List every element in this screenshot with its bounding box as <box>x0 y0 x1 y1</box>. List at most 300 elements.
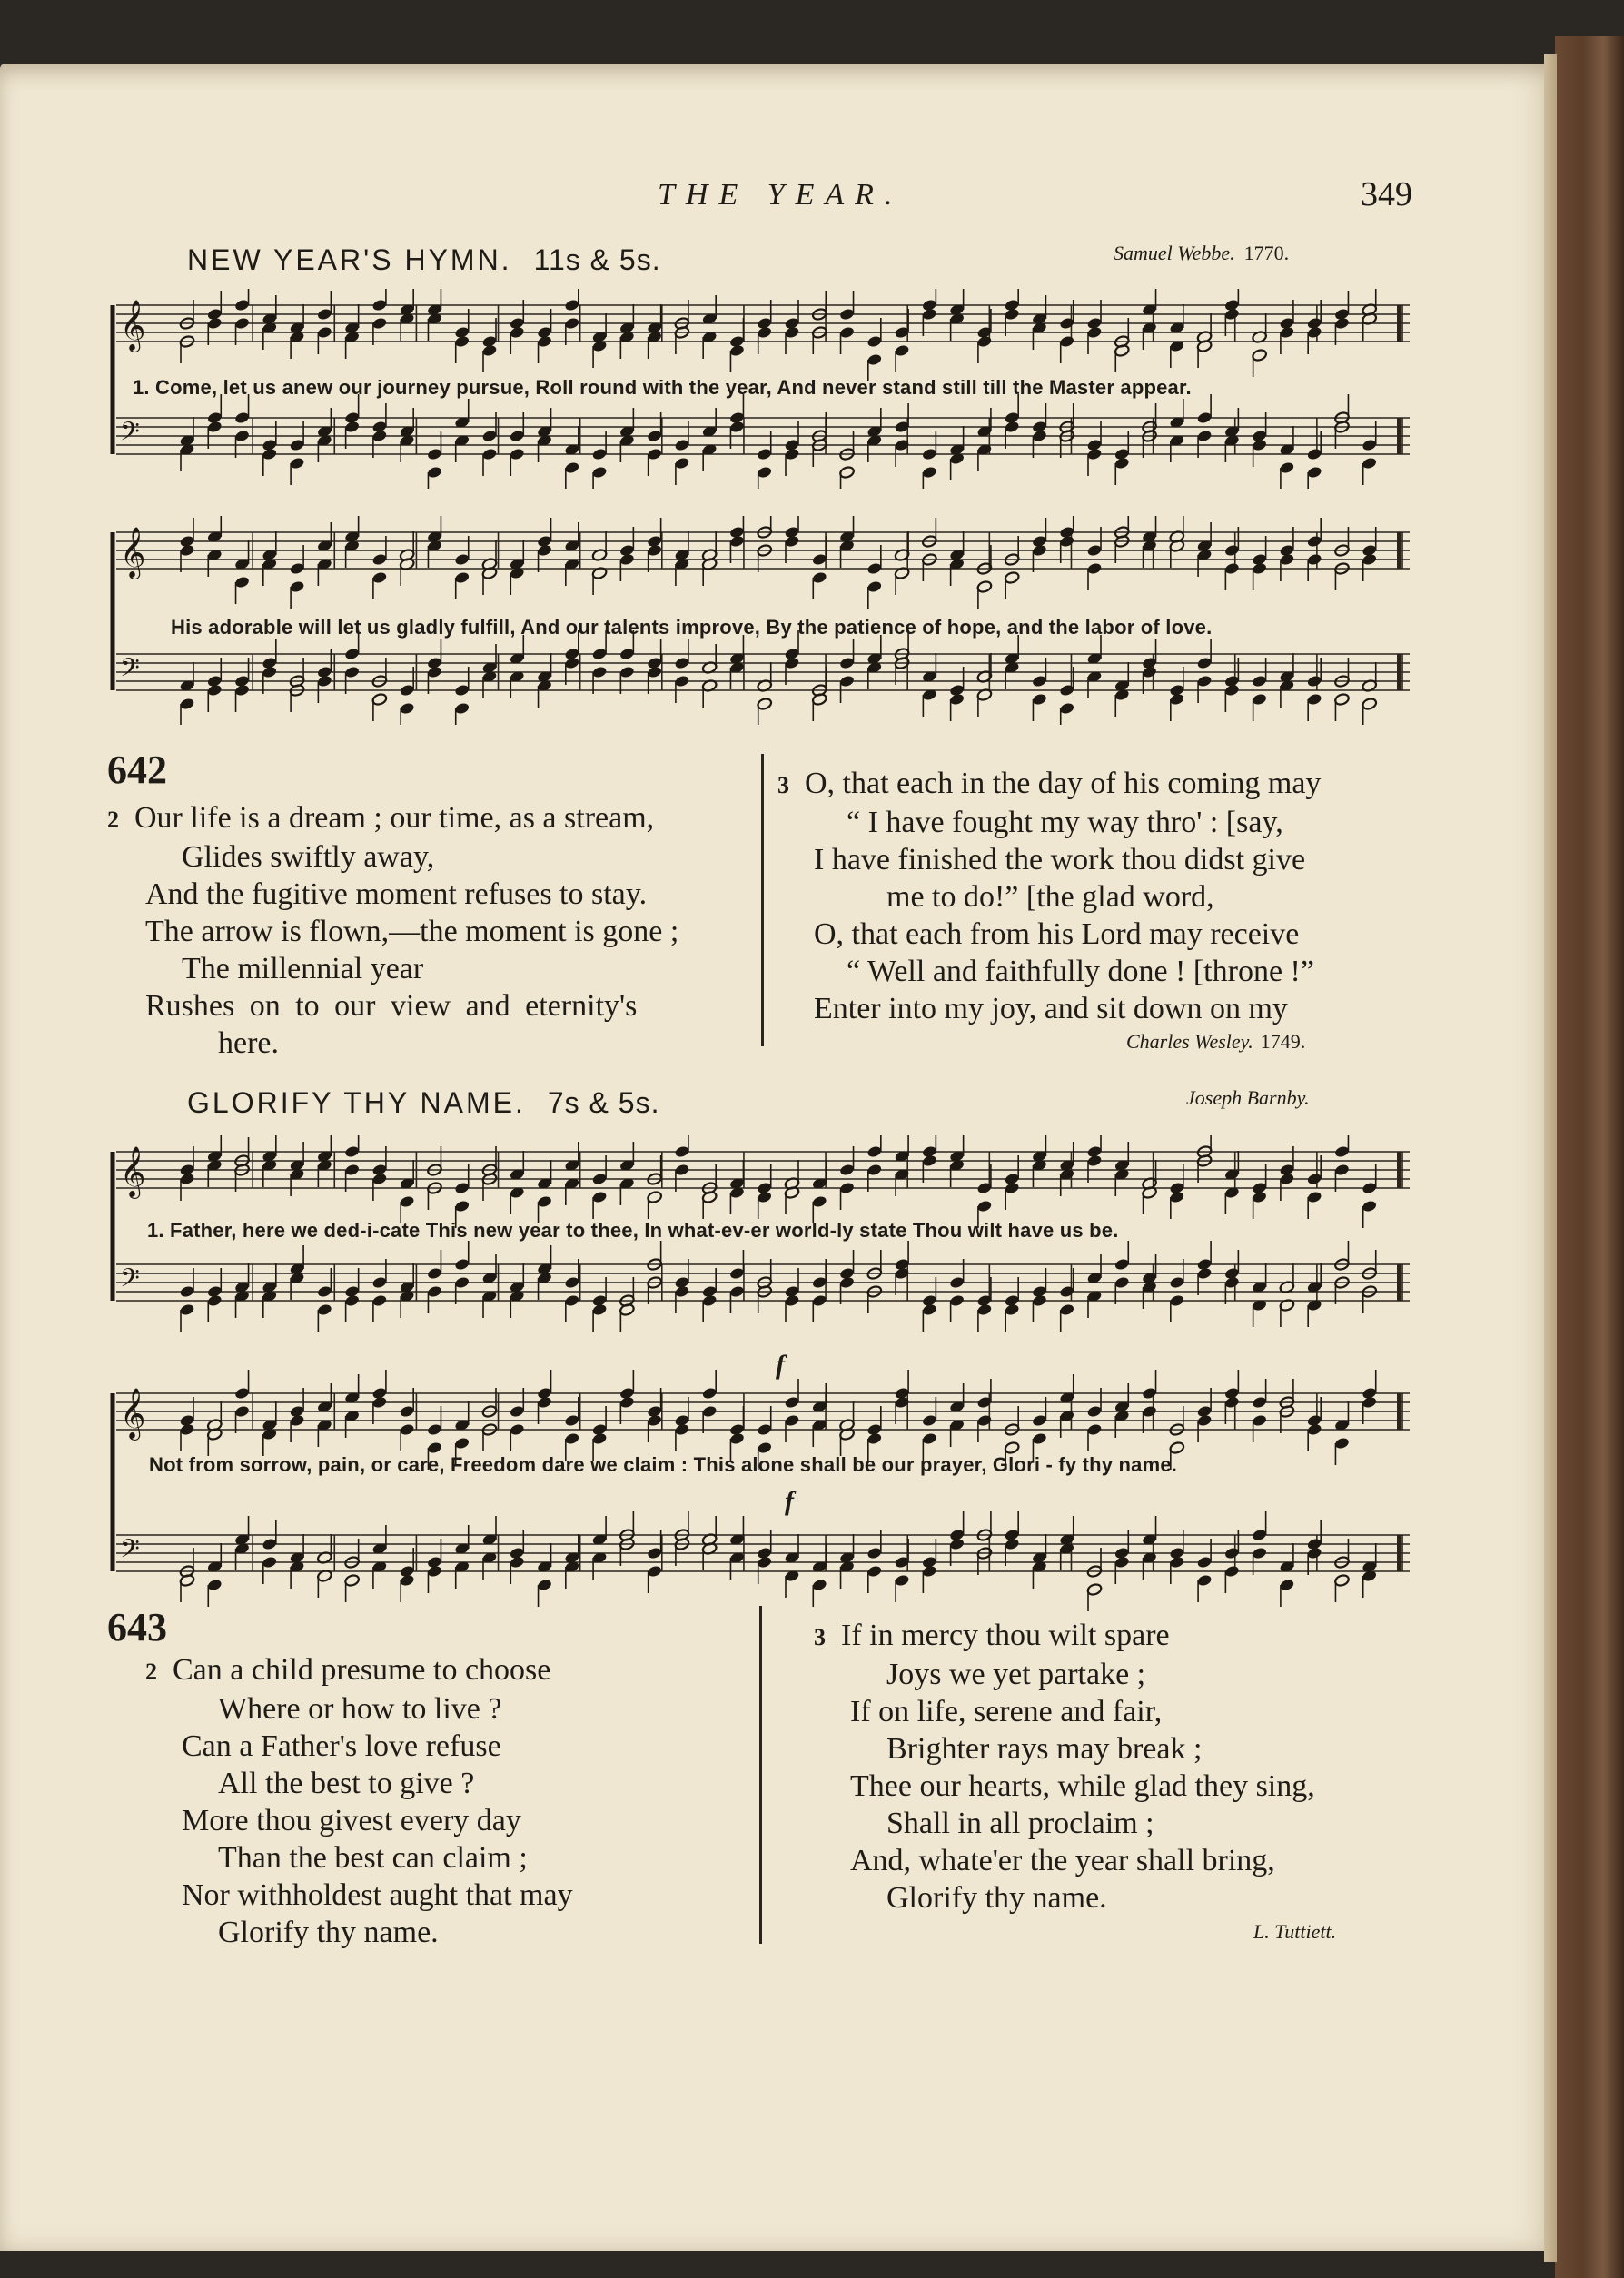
note-head <box>784 1396 800 1410</box>
tune-title-new-years-hymn <box>187 243 661 277</box>
note-head <box>427 448 443 461</box>
note-head <box>1086 1583 1103 1597</box>
note-head <box>757 698 773 711</box>
note-head <box>839 1164 856 1177</box>
note-head <box>399 1195 415 1209</box>
note-head <box>866 580 883 594</box>
bass-clef: 𝄢 <box>120 653 140 689</box>
note-head <box>1059 702 1075 716</box>
note-head <box>454 702 470 716</box>
note-head <box>1086 1154 1103 1168</box>
composer-name: Samuel Webbe. <box>1114 242 1235 264</box>
treble-clef: 𝄞 <box>120 300 146 351</box>
verse-643-2 <box>145 1651 745 1951</box>
tune-title: GLORIFY THY NAME. <box>187 1086 526 1119</box>
note-head <box>866 1145 883 1159</box>
note-head <box>344 421 361 434</box>
note-head <box>1306 693 1322 707</box>
note-head <box>757 1191 773 1204</box>
page-edges <box>1544 54 1557 2262</box>
music-system-1 <box>107 289 1417 489</box>
note-head <box>371 693 388 707</box>
note-head <box>1196 1574 1213 1588</box>
note-head <box>701 1294 718 1308</box>
lyric-line: 1. Come, let us anew our journey pursue, Roll round with the year, And never stand still till the Master appear. <box>133 376 1192 399</box>
note-head <box>564 317 580 331</box>
note-head <box>317 1303 333 1317</box>
note-head <box>1362 1182 1378 1195</box>
note-head <box>1334 1164 1351 1177</box>
tune-title: NEW YEAR'S HYMN. <box>187 243 512 276</box>
note-head <box>1086 448 1103 461</box>
verse-line: Can a child presume to choose <box>173 1653 551 1687</box>
note-head <box>1114 457 1130 470</box>
note-head <box>564 461 580 475</box>
author-year: 1749. <box>1260 1030 1306 1053</box>
tune-composer <box>1186 1086 1310 1110</box>
column-divider <box>759 1606 762 1944</box>
music-system-3 <box>107 1135 1417 1335</box>
note-head <box>179 1285 195 1299</box>
note-head <box>454 553 470 567</box>
note-head <box>976 580 993 594</box>
note-head <box>179 698 195 711</box>
note-head <box>619 666 636 679</box>
verse-line: All the best to give ? <box>218 1767 475 1800</box>
note-head <box>509 430 525 443</box>
note-head <box>839 1276 856 1290</box>
note-head <box>1059 1303 1075 1317</box>
note-head <box>454 571 470 585</box>
note-head <box>866 1547 883 1560</box>
note-head <box>454 1182 470 1195</box>
note-head <box>811 1195 827 1209</box>
note-head <box>537 1396 553 1410</box>
note-head <box>1306 1191 1322 1204</box>
verse-line: More thou givest every day <box>182 1804 521 1837</box>
music-system-4 <box>107 1350 1417 1622</box>
note-head <box>1004 1303 1020 1317</box>
note-head <box>674 1164 690 1177</box>
verse-line: Glides swiftly away, <box>182 840 435 874</box>
note-head <box>1059 335 1075 349</box>
staff-notation <box>107 1350 1417 1622</box>
note-head <box>866 335 883 349</box>
note-head <box>839 308 856 322</box>
note-head <box>1362 1396 1378 1410</box>
note-head <box>729 1432 746 1446</box>
note-head <box>1004 308 1020 322</box>
note-head <box>234 411 251 425</box>
note-head <box>1196 657 1213 670</box>
note-head <box>784 1294 800 1308</box>
note-head <box>371 571 388 585</box>
note-head <box>1252 439 1268 452</box>
note-head <box>427 1565 443 1579</box>
note-head <box>1142 666 1158 679</box>
note-head <box>1196 1414 1213 1428</box>
note-head <box>1059 317 1075 331</box>
note-head <box>784 326 800 340</box>
note-head <box>206 421 223 434</box>
tune-composer <box>1114 242 1289 265</box>
treble-clef: 𝄞 <box>120 1146 146 1197</box>
note-head <box>674 457 690 470</box>
note-head <box>619 1396 636 1410</box>
bass-clef: 𝄢 <box>120 417 140 453</box>
note-head <box>866 562 883 576</box>
verse-line: Joys we yet partake ; <box>886 1658 1146 1691</box>
note-head <box>1334 1574 1351 1588</box>
note-head <box>537 1195 553 1209</box>
note-head <box>1086 1423 1103 1437</box>
note-head <box>922 448 938 461</box>
note-head <box>1252 349 1268 362</box>
note-head <box>894 1574 910 1588</box>
book-spine <box>1555 36 1624 2278</box>
note-head <box>1224 684 1241 698</box>
verse-line: Thee our hearts, while glad they sing, <box>850 1769 1315 1803</box>
verse-line: O, that each in the day of his coming may <box>805 767 1322 800</box>
tune-title-glorify-thy-name <box>187 1086 659 1120</box>
author-name: Charles Wesley. <box>1126 1030 1253 1053</box>
note-head <box>289 1414 305 1428</box>
note-head <box>1279 326 1295 340</box>
tune-meter: 7s & 5s. <box>547 1086 660 1119</box>
verse-line: And, whate'er the year shall bring, <box>850 1844 1275 1877</box>
note-head <box>481 344 498 358</box>
note-head <box>1334 1145 1351 1159</box>
treble-clef: 𝄞 <box>120 1388 146 1439</box>
note-head <box>1224 1547 1241 1560</box>
note-head <box>371 430 388 443</box>
note-head <box>1362 553 1378 567</box>
verse-line: Glorify thy name. <box>218 1916 439 1949</box>
verse-number: 2 <box>107 807 119 833</box>
note-head <box>1306 553 1322 567</box>
note-head <box>1279 461 1295 475</box>
verse-line: And the fugitive moment refuses to stay. <box>145 877 648 911</box>
note-head <box>1032 693 1048 707</box>
note-head <box>289 580 305 594</box>
note-head <box>1224 562 1241 576</box>
note-head <box>179 1423 195 1437</box>
verse-line: If in mercy thou wilt spare <box>841 1619 1170 1652</box>
note-head <box>399 1574 415 1588</box>
note-head <box>784 657 800 670</box>
note-head <box>1252 1547 1268 1560</box>
note-head <box>427 1267 443 1281</box>
note-head <box>427 1423 443 1437</box>
note-head <box>866 353 883 367</box>
note-head <box>619 648 636 661</box>
note-head <box>234 576 251 589</box>
dynamic-forte: f <box>785 1486 795 1516</box>
note-head <box>1169 1294 1185 1308</box>
verse-line: Shall in all proclaim ; <box>886 1807 1154 1840</box>
note-head <box>1334 1437 1351 1451</box>
note-head <box>1086 544 1103 558</box>
verse-number: 3 <box>777 772 789 798</box>
note-head <box>1306 1547 1322 1560</box>
note-head <box>564 1432 580 1446</box>
note-head <box>591 1191 608 1204</box>
note-head <box>591 648 608 661</box>
hymn-number: 643 <box>107 1605 167 1649</box>
note-head <box>949 1294 965 1308</box>
note-head <box>1169 1276 1185 1290</box>
note-head <box>1252 1529 1268 1542</box>
note-head <box>1004 571 1020 585</box>
note-head <box>1279 1173 1295 1186</box>
note-head <box>922 308 938 322</box>
note-head <box>1306 535 1322 549</box>
verse-line: O, that each from his Lord may receive <box>814 917 1300 951</box>
note-head <box>262 448 278 461</box>
note-head <box>591 466 608 480</box>
note-head <box>371 299 388 312</box>
note-head <box>1252 1191 1268 1204</box>
note-head <box>399 1405 415 1419</box>
verse-line: The millennial year <box>182 952 424 985</box>
note-head <box>922 466 938 480</box>
note-head <box>1114 1276 1130 1290</box>
hymn-author <box>1253 1920 1336 1944</box>
note-head <box>647 1547 663 1560</box>
note-head <box>922 1154 938 1168</box>
note-head <box>344 1164 361 1177</box>
note-head <box>399 1423 415 1437</box>
note-head <box>949 693 965 707</box>
note-head <box>206 317 223 331</box>
page-number: 349 <box>1361 175 1412 213</box>
composer-year: 1770. <box>1243 242 1290 264</box>
note-head <box>757 1423 773 1437</box>
note-head <box>647 1565 663 1579</box>
note-head <box>1004 1182 1020 1195</box>
note-head <box>839 1182 856 1195</box>
note-head <box>1032 544 1048 558</box>
note-head <box>839 657 856 670</box>
note-head <box>537 544 553 558</box>
note-head <box>1169 1191 1185 1204</box>
note-head <box>729 1285 746 1299</box>
note-head <box>647 544 663 558</box>
verse-number: 2 <box>145 1659 157 1685</box>
note-head <box>674 439 690 452</box>
note-head <box>509 326 525 340</box>
verse-line: Nor withholdest aught that may <box>182 1878 573 1912</box>
note-head <box>399 684 415 698</box>
note-head <box>784 1414 800 1428</box>
lyric-line: Not from sorrow, pain, or care, Freedom dare we claim : This alone shall be our prayer, Glori - fy thy name. <box>149 1453 1178 1476</box>
note-head <box>1252 1396 1268 1410</box>
composer-name: Joseph Barnby. <box>1186 1086 1310 1109</box>
note-head <box>1196 675 1213 688</box>
note-head <box>619 553 636 567</box>
verse-line: Than the best can claim ; <box>218 1841 528 1875</box>
author-name: L. Tuttiett. <box>1253 1920 1337 1943</box>
note-head <box>454 1276 470 1290</box>
note-head <box>866 1164 883 1177</box>
note-head <box>1224 1276 1241 1290</box>
note-head <box>729 1267 746 1281</box>
verse-line: Enter into my joy, and sit down on my <box>814 992 1288 1025</box>
note-head <box>1306 1173 1322 1186</box>
note-head <box>1362 698 1378 711</box>
note-head <box>371 553 388 567</box>
note-head <box>344 1145 361 1159</box>
note-head <box>976 1303 993 1317</box>
note-head <box>949 1538 965 1551</box>
note-head <box>564 1414 580 1428</box>
verse-line: Brighter rays may break ; <box>886 1732 1203 1766</box>
note-head <box>1306 1423 1322 1437</box>
note-head <box>591 448 608 461</box>
note-head <box>1196 1556 1213 1570</box>
note-head <box>1059 535 1075 549</box>
note-head <box>509 1405 525 1419</box>
verse-line: Glorify thy name. <box>886 1881 1107 1915</box>
bass-clef: 𝄢 <box>120 1263 140 1300</box>
note-head <box>509 1556 525 1570</box>
note-head <box>647 1191 663 1204</box>
verse-line: me to do!” [the glad word, <box>886 880 1214 914</box>
note-head <box>1362 439 1378 452</box>
note-head <box>1086 562 1103 576</box>
note-head <box>317 1285 333 1299</box>
note-head <box>729 344 746 358</box>
note-head <box>701 1387 718 1401</box>
note-head <box>1169 1556 1185 1570</box>
note-head <box>179 1303 195 1317</box>
note-head <box>1032 1432 1048 1446</box>
note-head <box>262 666 278 679</box>
note-head <box>344 1294 361 1308</box>
note-head <box>1032 1294 1048 1308</box>
verse-line: Can a Father's love refuse <box>182 1729 501 1763</box>
tune-meter: 11s & 5s. <box>533 243 661 276</box>
note-head <box>1142 1405 1158 1419</box>
verse-line: I have finished the work thou didst give <box>814 843 1306 877</box>
note-head <box>839 675 856 688</box>
verse-642-2 <box>107 799 761 1062</box>
verse-line: The arrow is flown,—the moment is gone ; <box>145 915 679 948</box>
note-head <box>757 326 773 340</box>
note-head <box>1114 1556 1130 1570</box>
note-head <box>454 335 470 349</box>
note-head <box>591 666 608 679</box>
note-head <box>1059 684 1075 698</box>
music-system-2 <box>107 516 1417 725</box>
note-head <box>371 317 388 331</box>
lyric-line: His adorable will let us gladly fulfill, And our talents improve, By the patience of hope, and the labor of love. <box>171 616 1213 639</box>
note-head <box>371 1173 388 1186</box>
note-head <box>481 448 498 461</box>
note-head <box>1279 1579 1295 1592</box>
note-head <box>1032 675 1048 688</box>
note-head <box>262 1538 278 1551</box>
note-head <box>647 1414 663 1428</box>
note-head <box>866 1432 883 1446</box>
note-head <box>454 684 470 698</box>
note-head <box>839 466 856 480</box>
note-head <box>1169 693 1185 707</box>
note-head <box>509 1423 525 1437</box>
note-head <box>811 571 827 585</box>
note-head <box>674 657 690 670</box>
note-head <box>1004 1538 1020 1551</box>
note-head <box>1224 1565 1241 1579</box>
hymn-author <box>1126 1030 1305 1054</box>
running-head: THE YEAR. <box>658 178 904 212</box>
note-head <box>1224 308 1241 322</box>
verse-line: here. <box>218 1026 280 1060</box>
note-head <box>206 1294 223 1308</box>
note-head <box>564 299 580 312</box>
note-head <box>647 666 663 679</box>
note-head <box>1252 1414 1268 1428</box>
verse-line: If on life, serene and fair, <box>850 1695 1163 1728</box>
note-head <box>564 1294 580 1308</box>
note-head <box>454 1200 470 1213</box>
verse-line: “ Well and faithfully done ! [throne !” <box>847 955 1314 988</box>
note-head <box>591 1432 608 1446</box>
verse-line: Rushes on to our view and eternity's <box>145 989 638 1023</box>
note-head <box>234 684 251 698</box>
note-head <box>729 535 746 549</box>
note-head <box>1196 430 1213 443</box>
note-head <box>757 1556 773 1570</box>
note-head <box>371 1276 388 1290</box>
note-head <box>234 430 251 443</box>
note-head <box>1252 693 1268 707</box>
note-head <box>1362 457 1378 470</box>
note-head <box>811 1579 827 1592</box>
note-head <box>647 430 663 443</box>
note-head <box>866 1565 883 1579</box>
note-head <box>289 562 305 576</box>
note-head <box>1114 1258 1130 1272</box>
lyric-line: 1. Father, here we ded-i-cate This new year to thee, In what-ev-er world-ly state Thou wilt have us be. <box>147 1219 1119 1242</box>
note-head <box>1306 326 1322 340</box>
note-head <box>1224 544 1241 558</box>
note-head <box>674 1145 690 1159</box>
verse-number: 3 <box>814 1624 826 1650</box>
note-head <box>1252 562 1268 576</box>
bass-clef: 𝄢 <box>120 1534 140 1570</box>
note-head <box>784 448 800 461</box>
note-head <box>1306 448 1322 461</box>
note-head <box>344 1574 361 1588</box>
note-head <box>344 666 361 679</box>
note-head <box>234 1405 251 1419</box>
note-head <box>839 326 856 340</box>
note-head <box>1334 317 1351 331</box>
note-head <box>674 675 690 688</box>
note-head <box>454 1258 470 1272</box>
verse-line: “ I have fought my way thro' : [say, <box>847 806 1283 839</box>
note-head <box>674 1423 690 1437</box>
note-head <box>1059 1285 1075 1299</box>
note-head <box>1306 466 1322 480</box>
note-head <box>179 544 195 558</box>
note-head <box>564 657 580 670</box>
note-head <box>1334 693 1351 707</box>
note-head <box>317 308 333 322</box>
note-head <box>371 1396 388 1410</box>
note-head <box>564 1276 580 1290</box>
